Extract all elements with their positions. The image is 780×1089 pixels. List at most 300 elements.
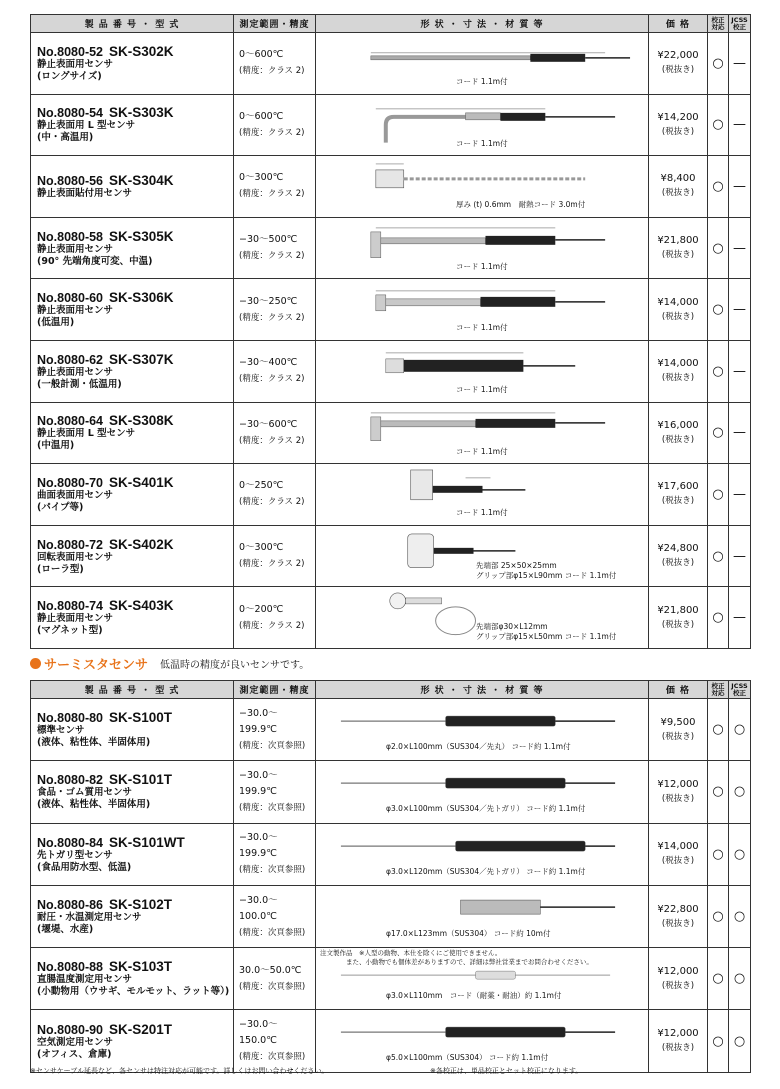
calibration-mark: ○	[708, 402, 729, 464]
price: ¥22,800	[657, 903, 699, 915]
product-desc: 静止表面用センサ	[37, 243, 114, 255]
product-id	[37, 44, 233, 59]
range-cell	[234, 525, 316, 587]
accuracy: (精度：クラス 2)	[239, 189, 305, 200]
probe-drawing	[316, 699, 648, 760]
price-cell	[649, 156, 708, 218]
price: ¥12,000	[657, 1028, 699, 1040]
product-desc: (パイプ等)	[37, 501, 84, 513]
product-number: No.8080-88	[37, 960, 104, 975]
spec-caption: コード 1.1m付	[456, 138, 508, 148]
range-cell	[234, 279, 316, 341]
shape-cell	[316, 699, 649, 761]
probe-drawing	[316, 886, 648, 947]
product-number: No.8080-64	[37, 414, 104, 429]
product-desc: (中・高温用)	[37, 132, 94, 144]
product-cell	[31, 340, 234, 402]
product-id	[37, 229, 233, 244]
header-name: 製 品 番 号 ・ 型 式	[31, 15, 234, 33]
calibration-mark: ○	[708, 587, 729, 649]
header-jcss: JCSS 校正	[729, 681, 751, 699]
price-cell	[649, 279, 708, 341]
table-row	[31, 525, 751, 587]
table-row	[31, 948, 751, 1010]
product-cell	[31, 279, 234, 341]
tax-note: (税抜き)	[661, 373, 695, 384]
range-cell	[234, 156, 316, 218]
spec-caption: コード 1.1m付	[456, 446, 508, 456]
product-desc: 曲面表面用センサ	[37, 489, 114, 501]
header-jcss: JCSS 校正	[729, 15, 751, 33]
shape-cell	[316, 402, 649, 464]
spec-caption: φ17.0×L123mm（SUS304） コード約 10m付	[386, 928, 551, 938]
price-cell	[649, 1010, 708, 1072]
calibration-mark: ○	[708, 94, 729, 156]
product-desc: (オフィス、倉庫)	[37, 1048, 112, 1060]
measure-range: 0〜200℃	[239, 603, 284, 615]
jcss-mark: —	[729, 464, 751, 526]
bullet-icon	[30, 658, 41, 669]
jcss-mark: ○	[729, 948, 751, 1010]
tax-note: (税抜き)	[661, 1043, 695, 1054]
product-desc: (中温用)	[37, 440, 75, 452]
product-desc: 静止表面貼付用センサ	[37, 187, 133, 199]
product-id	[37, 897, 233, 912]
price-cell	[649, 823, 708, 885]
accuracy: (精度：クラス 2)	[239, 312, 305, 323]
calibration-mark: ○	[708, 699, 729, 761]
calibration-mark: ○	[708, 761, 729, 823]
measure-range: −30〜500℃	[239, 234, 298, 246]
calibration-mark: ○	[708, 525, 729, 587]
jcss-mark: ○	[729, 1010, 751, 1072]
table-header-row	[31, 681, 751, 699]
product-id	[37, 959, 233, 974]
accuracy: (精度：クラス 2)	[239, 374, 305, 385]
tax-note: (税抜き)	[661, 619, 695, 630]
product-model: SK-S306K	[109, 290, 174, 306]
calibration-mark: ○	[708, 279, 729, 341]
range-cell	[234, 885, 316, 947]
measure-range: 0〜600℃	[239, 49, 284, 61]
jcss-mark: ○	[729, 699, 751, 761]
product-number: No.8080-70	[37, 475, 104, 490]
product-desc: (マグネット型)	[37, 625, 103, 637]
product-id	[37, 598, 233, 613]
table-row	[31, 340, 751, 402]
header-range: 測定範囲・精度	[234, 681, 316, 699]
thermocouple-sensor-table	[30, 14, 751, 649]
calibration-mark: ○	[708, 33, 729, 95]
price: ¥14,000	[657, 841, 699, 853]
calibration-mark: ○	[708, 823, 729, 885]
product-model: SK-S401K	[109, 474, 174, 490]
spec-caption-2: グリップ部φ15×L90mm コード 1.1m付	[476, 570, 617, 580]
product-model: SK-S103T	[109, 959, 173, 975]
price: ¥22,000	[657, 50, 699, 62]
jcss-mark: —	[729, 402, 751, 464]
calibration-mark: ○	[708, 885, 729, 947]
price: ¥14,000	[657, 296, 699, 308]
measure-range: 0〜600℃	[239, 110, 284, 122]
product-model: SK-S308K	[109, 413, 174, 429]
measure-range: −30.0〜199.9℃	[239, 707, 278, 735]
accuracy: (精度：クラス 2)	[239, 435, 305, 446]
calibration-mark: ○	[708, 948, 729, 1010]
calibration-mark: ○	[708, 217, 729, 279]
section-title: サーミスタセンサ	[44, 657, 149, 673]
price: ¥8,400	[660, 173, 696, 185]
jcss-mark: —	[729, 525, 751, 587]
product-id	[37, 475, 233, 490]
accuracy: (精度：次頁参照)	[239, 802, 306, 813]
product-desc: 耐圧・水温測定用センサ	[37, 912, 142, 924]
product-cell	[31, 948, 234, 1010]
product-cell	[31, 1010, 234, 1072]
measure-range: 0〜300℃	[239, 542, 284, 554]
shape-cell	[316, 885, 649, 947]
jcss-mark: —	[729, 156, 751, 218]
range-cell	[234, 948, 316, 1010]
product-desc: 静止表面用センサ	[37, 613, 114, 625]
product-number: No.8080-54	[37, 106, 104, 121]
accuracy: (精度：次頁参照)	[239, 927, 306, 938]
product-model: SK-S402K	[109, 536, 174, 552]
price-cell	[649, 464, 708, 526]
probe-drawing	[316, 1010, 648, 1071]
measure-range: −30.0〜100.0℃	[239, 894, 278, 922]
probe-drawing	[316, 824, 648, 885]
shape-cell	[316, 1010, 649, 1072]
product-model: SK-S201T	[109, 1021, 173, 1037]
product-desc: 静止表面用 L 型センサ	[37, 120, 136, 132]
accuracy: (精度：クラス 2)	[239, 66, 305, 77]
jcss-mark: ○	[729, 823, 751, 885]
table-row	[31, 1010, 751, 1072]
table-header-row	[31, 15, 751, 33]
tax-note: (税抜き)	[661, 793, 695, 804]
measure-range: −30〜400℃	[239, 357, 298, 369]
jcss-mark: —	[729, 340, 751, 402]
table-row	[31, 402, 751, 464]
tax-note: (税抜き)	[661, 65, 695, 76]
range-cell	[234, 33, 316, 95]
price-cell	[649, 587, 708, 649]
accuracy: (精度：クラス 2)	[239, 497, 305, 508]
product-model: SK-S101T	[109, 772, 173, 788]
table-row	[31, 279, 751, 341]
product-desc: (小動物用（ウサギ、モルモット、ラット等）)	[37, 986, 230, 998]
range-cell	[234, 1010, 316, 1072]
product-cell	[31, 823, 234, 885]
shape-cell	[316, 340, 649, 402]
range-cell	[234, 402, 316, 464]
product-cell	[31, 761, 234, 823]
calibration-mark: ○	[708, 464, 729, 526]
range-cell	[234, 823, 316, 885]
product-id	[37, 835, 233, 850]
tax-note: (税抜き)	[661, 188, 695, 199]
product-id	[37, 1022, 233, 1037]
range-cell	[234, 217, 316, 279]
shape-cell	[316, 587, 649, 649]
product-id	[37, 290, 233, 305]
product-model: SK-S305K	[109, 228, 174, 244]
tax-note: (税抜き)	[661, 731, 695, 742]
spec-caption: 厚み (t) 0.6mm 耐熱コード 3.0m付	[456, 200, 586, 210]
tax-note: (税抜き)	[661, 250, 695, 261]
header-range: 測定範囲・精度	[234, 15, 316, 33]
product-model: SK-S307K	[109, 351, 174, 367]
product-number: No.8080-52	[37, 44, 104, 59]
product-desc: 食品・ゴム質用センサ	[37, 787, 133, 799]
product-desc: (堰堤、水産)	[37, 924, 94, 936]
product-number: No.8080-62	[37, 352, 104, 367]
product-desc: (低温用)	[37, 317, 75, 329]
product-model: SK-S102T	[109, 897, 173, 913]
product-desc: 標準センサ	[37, 725, 85, 737]
product-model: SK-S303K	[109, 105, 174, 121]
accuracy: (精度：次頁参照)	[239, 740, 306, 751]
shape-cell	[316, 279, 649, 341]
tax-note: (税抜き)	[661, 856, 695, 867]
header-price: 価 格	[649, 681, 708, 699]
calibration-mark: ○	[708, 340, 729, 402]
spec-caption: φ5.0×L100mm（SUS304） コード約 1.1m付	[386, 1053, 549, 1063]
jcss-mark: —	[729, 33, 751, 95]
price: ¥9,500	[660, 716, 696, 728]
product-model: SK-S101WT	[109, 834, 185, 850]
product-number: No.8080-90	[37, 1022, 104, 1037]
product-number: No.8080-58	[37, 229, 104, 244]
spec-caption: φ3.0×L120mm（SUS304／先トガリ） コード約 1.1m付	[386, 866, 586, 876]
product-cell	[31, 156, 234, 218]
product-number: No.8080-80	[37, 711, 104, 726]
product-id	[37, 537, 233, 552]
spec-caption: コード 1.1m付	[456, 77, 508, 86]
header-name: 製 品 番 号 ・ 型 式	[31, 681, 234, 699]
accuracy: (精度：クラス 2)	[239, 620, 305, 631]
shape-cell	[316, 525, 649, 587]
table-row	[31, 587, 751, 649]
product-desc: (ローラ型)	[37, 563, 84, 575]
price: ¥21,800	[657, 604, 699, 616]
measure-range: −30.0〜150.0℃	[239, 1019, 278, 1047]
measure-range: −30.0〜199.9℃	[239, 769, 278, 797]
spec-caption: 先端部 25×50×25mm	[476, 560, 557, 570]
price-cell	[649, 402, 708, 464]
range-cell	[234, 340, 316, 402]
header-shape: 形 状 ・ 寸 法 ・ 材 質 等	[316, 681, 649, 699]
table-row	[31, 823, 751, 885]
measure-range: −30〜600℃	[239, 418, 298, 430]
product-cell	[31, 217, 234, 279]
header-calibration: 校正 対応	[708, 15, 729, 33]
spec-caption: コード 1.1m付	[456, 384, 508, 394]
jcss-mark: —	[729, 217, 751, 279]
price-cell	[649, 217, 708, 279]
range-cell	[234, 464, 316, 526]
tax-note: (税抜き)	[661, 496, 695, 507]
probe-drawing	[316, 761, 648, 822]
range-cell	[234, 699, 316, 761]
price-cell	[649, 948, 708, 1010]
price: ¥14,200	[657, 111, 699, 123]
spec-caption-2: グリップ部φ15×L50mm コード 1.1m付	[476, 632, 617, 642]
spec-caption: コード 1.1m付	[456, 508, 508, 518]
footnote-extension: ※センサケーブル延長など、各センサは特注対応が可能です。詳しくはお問い合わせください。	[30, 1067, 329, 1075]
accuracy: (精度：次頁参照)	[239, 865, 306, 876]
measure-range: −30〜250℃	[239, 295, 298, 307]
spec-caption: コード 1.1m付	[456, 261, 508, 271]
product-model: SK-S403K	[109, 598, 174, 614]
spec-caption: φ3.0×L110mm コード（耐薬・耐油）約 1.1m付	[386, 991, 562, 1001]
jcss-mark: ○	[729, 761, 751, 823]
product-desc: (90° 先端角度可変、中温)	[37, 255, 153, 267]
product-number: No.8080-72	[37, 537, 104, 552]
product-id	[37, 710, 233, 725]
product-cell	[31, 885, 234, 947]
range-cell	[234, 587, 316, 649]
price: ¥24,800	[657, 543, 699, 555]
spec-caption: φ3.0×L100mm（SUS304／先トガリ） コード約 1.1m付	[386, 804, 586, 814]
accuracy: (精度：クラス 2)	[239, 251, 305, 262]
shape-cell	[316, 823, 649, 885]
table-row	[31, 885, 751, 947]
shape-cell	[316, 33, 649, 95]
price-cell	[649, 885, 708, 947]
shape-cell	[316, 217, 649, 279]
product-desc: 静止表面用センサ	[37, 305, 114, 317]
product-desc: (ロングサイズ)	[37, 70, 102, 82]
product-desc: 回転表面用センサ	[37, 551, 114, 563]
measure-range: 0〜250℃	[239, 480, 284, 492]
footnote-calibration: ※各校正は、単品校正とセット校正になります。	[430, 1067, 583, 1075]
measure-range: 0〜300℃	[239, 172, 284, 184]
range-cell	[234, 94, 316, 156]
range-cell	[234, 761, 316, 823]
tax-note: (税抜き)	[661, 558, 695, 569]
thermistor-sensor-table	[30, 680, 751, 1073]
spec-caption: 先端部φ30×L12mm	[476, 622, 548, 632]
tax-note: (税抜き)	[661, 980, 695, 991]
tax-note: (税抜き)	[661, 126, 695, 137]
table-row	[31, 94, 751, 156]
price: ¥21,800	[657, 235, 699, 247]
calibration-mark: ○	[708, 156, 729, 218]
tax-note: (税抜き)	[661, 918, 695, 929]
product-cell	[31, 525, 234, 587]
product-cell	[31, 699, 234, 761]
price-cell	[649, 761, 708, 823]
jcss-mark: —	[729, 587, 751, 649]
product-id	[37, 105, 233, 120]
price: ¥17,600	[657, 481, 699, 493]
measure-range: −30.0〜199.9℃	[239, 832, 278, 860]
product-desc: 静止表面用センサ	[37, 366, 114, 378]
spec-caption: φ2.0×L100mm（SUS304／先丸） コード約 1.1m付	[386, 742, 571, 751]
product-model: SK-S304K	[109, 172, 174, 188]
product-desc: (液体、粘性体、半固体用)	[37, 799, 151, 811]
product-desc: 直腸温度測定用センサ	[37, 974, 133, 986]
price-cell	[649, 33, 708, 95]
jcss-mark: —	[729, 279, 751, 341]
product-number: No.8080-82	[37, 773, 104, 788]
table-row	[31, 464, 751, 526]
product-cell	[31, 464, 234, 526]
price: ¥14,000	[657, 358, 699, 370]
section-subtitle: 低温時の精度が良いセンサです。	[160, 659, 310, 671]
price-cell	[649, 94, 708, 156]
product-desc: 静止表面用センサ	[37, 58, 114, 70]
jcss-mark: ○	[729, 885, 751, 947]
order-note: 注文製作品 ※人型の動物、本仕を除くにご使用できません。	[320, 949, 502, 958]
tax-note: (税抜き)	[661, 434, 695, 445]
spec-caption: コード 1.1m付	[456, 323, 508, 333]
product-model: SK-S100T	[109, 710, 173, 726]
accuracy: (精度：クラス 2)	[239, 127, 305, 138]
product-cell	[31, 33, 234, 95]
shape-cell	[316, 464, 649, 526]
price: ¥12,000	[657, 778, 699, 790]
product-id	[37, 352, 233, 367]
product-number: No.8080-56	[37, 173, 104, 188]
product-desc: 空気測定用センサ	[37, 1036, 114, 1048]
price-cell	[649, 699, 708, 761]
product-model: SK-S302K	[109, 43, 174, 59]
price-cell	[649, 340, 708, 402]
price: ¥16,000	[657, 419, 699, 431]
jcss-mark: —	[729, 94, 751, 156]
product-id	[37, 173, 233, 188]
product-number: No.8080-60	[37, 291, 104, 306]
product-number: No.8080-84	[37, 835, 104, 850]
table-row	[31, 761, 751, 823]
product-desc: (一般計測・低温用)	[37, 378, 122, 390]
measure-range: 30.0〜50.0℃	[239, 964, 302, 976]
product-number: No.8080-86	[37, 898, 104, 913]
product-desc: (液体、粘性体、半固体用)	[37, 737, 151, 749]
product-desc: (食品用防水型、低温)	[37, 861, 132, 873]
accuracy: (精度：次頁参照)	[239, 981, 306, 992]
price-cell	[649, 525, 708, 587]
accuracy: (精度：クラス 2)	[239, 559, 305, 570]
product-desc: 静止表面用 L 型センサ	[37, 428, 136, 440]
tax-note: (税抜き)	[661, 311, 695, 322]
header-calibration: 校正 対応	[708, 681, 729, 699]
order-note: また、小動物でも個体差がありますので、詳細は弊社営業までお問合わせください。	[346, 958, 593, 967]
thermistor-section-heading	[30, 654, 309, 672]
product-number: No.8080-74	[37, 599, 104, 614]
product-cell	[31, 587, 234, 649]
product-cell	[31, 402, 234, 464]
product-id	[37, 413, 233, 428]
price: ¥12,000	[657, 965, 699, 977]
shape-cell	[316, 761, 649, 823]
calibration-mark: ○	[708, 1010, 729, 1072]
table-row	[31, 699, 751, 761]
header-price: 価 格	[649, 15, 708, 33]
shape-cell	[316, 94, 649, 156]
header-shape: 形 状 ・ 寸 法 ・ 材 質 等	[316, 15, 649, 33]
table-row	[31, 33, 751, 95]
product-desc: 先トガリ型センサ	[37, 849, 113, 861]
table-row	[31, 217, 751, 279]
accuracy: (精度：次頁参照)	[239, 1052, 306, 1063]
product-id	[37, 772, 233, 787]
shape-cell	[316, 948, 649, 1010]
table-row	[31, 156, 751, 218]
